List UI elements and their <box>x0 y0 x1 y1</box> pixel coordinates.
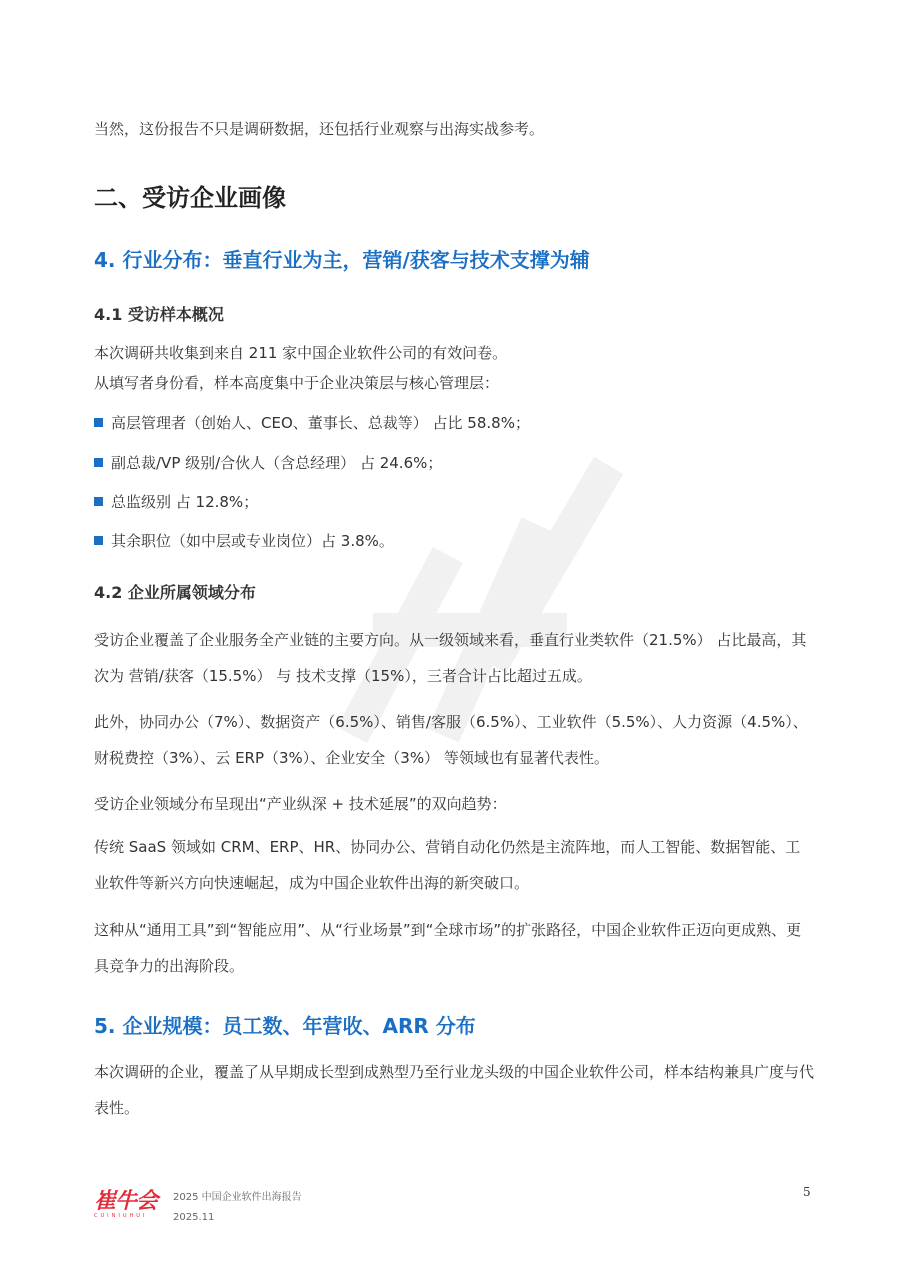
heading-5: 5. 企业规模：员工数、年营收、ARR 分布 <box>94 1014 476 1038</box>
section-title: 二、受访企业画像 <box>94 184 286 212</box>
paragraph-4-1-b: 从填写者身份看，样本高度集中于企业决策层与核心管理层： <box>94 374 500 392</box>
heading-4-1: 4.1 受访样本概况 <box>94 305 224 324</box>
list-item <box>94 412 530 433</box>
footer-meta <box>173 1188 302 1228</box>
bullet-square-icon <box>94 458 103 467</box>
report-date: 2025.11 <box>173 1212 215 1223</box>
paragraph-4-2-d: 传统 SaaS 领域如 CRM、ERP、HR、协同办公、营销自动化仍然是主流阵地，而人工智能、数据智能、工业软件等新兴方向快速崛起，成为中国企业软件出海的新突破口。 <box>94 838 801 892</box>
paragraph-4-1 <box>94 338 814 398</box>
bullet-square-icon <box>94 536 103 545</box>
bullet-square-icon <box>94 497 103 506</box>
heading-4-2: 4.2 企业所属领域分布 <box>94 583 256 602</box>
paragraph-4-2-a: 受访企业覆盖了企业服务全产业链的主要方向。从一级领域来看，垂直行业类软件（21.5%） 占比最高，其次为 营销/获客（15.5%） 与 技术支撑（15%），三者合计占比超过五成。 <box>94 631 807 685</box>
paragraph-4-2-e: 这种从“通用工具”到“智能应用”、从“行业场景”到“全球市场”的扩张路径，中国企业软件正迈向更成熟、更具竞争力的出海阶段。 <box>94 921 802 975</box>
intro-paragraph: 当然，这份报告不只是调研数据，还包括行业观察与出海实战参考。 <box>94 120 545 138</box>
paragraph-4-2-b: 此外，协同办公（7%）、数据资产（6.5%）、销售/客服（6.5%）、工业软件（5.5%）、人力资源（4.5%）、财税费控（3%）、云 ERP（3%）、企业安全（3%） 等领域也有显著代表性。 <box>94 713 808 767</box>
logo-text: 崔牛会 <box>94 1189 158 1214</box>
paragraph-4-1-a: 本次调研共收集到来自 211 家中国企业软件公司的有效问卷。 <box>94 344 508 362</box>
paragraph-5: 本次调研的企业，覆盖了从早期成长型到成熟型乃至行业龙头级的中国企业软件公司，样本结构兼具广度与代表性。 <box>94 1063 815 1117</box>
list-item <box>94 491 258 512</box>
list-item-text: 其余职位（如中层或专业岗位）占 3.8%。 <box>111 532 394 550</box>
list-item-text: 副总裁/VP 级别/合伙人（含总经理） 占 24.6%； <box>111 454 443 472</box>
list-item-text: 总监级别 占 12.8%； <box>111 493 259 511</box>
heading-4: 4. 行业分布：垂直行业为主，营销/获客与技术支撑为辅 <box>94 248 590 272</box>
paragraph-4-2-c: 受访企业领域分布呈现出“产业纵深 + 技术延展”的双向趋势： <box>94 795 507 813</box>
list-item-text: 高层管理者（创始人、CEO、董事长、总裁等） 占比 58.8%； <box>111 414 530 432</box>
page-number: 5 <box>803 1185 811 1199</box>
footer-logo <box>94 1184 164 1224</box>
list-item <box>94 452 442 473</box>
list-item <box>94 530 394 551</box>
logo-subtext: CUINIUHUI <box>94 1213 148 1219</box>
report-title: 2025 中国企业软件出海报告 <box>173 1192 302 1203</box>
bullet-square-icon <box>94 418 103 427</box>
